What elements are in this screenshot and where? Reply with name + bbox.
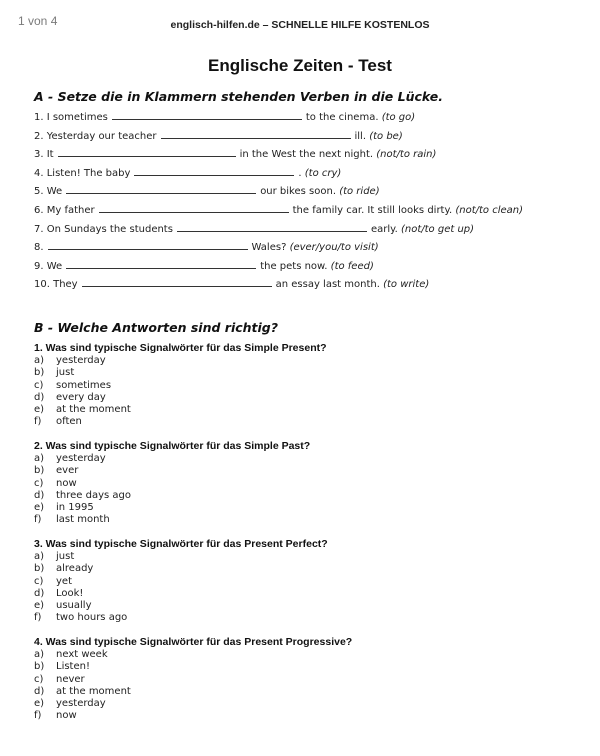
exercise-text-after: an essay last month.	[275, 279, 380, 291]
option-letter: a)	[34, 551, 45, 562]
option-letter: a)	[34, 355, 45, 366]
section-a-heading: A - Setze die in Klammern stehenden Verben in die Lücke.	[34, 89, 443, 104]
option-letter: f)	[34, 612, 42, 624]
exercise-line	[34, 166, 574, 185]
answer-option[interactable]	[34, 355, 574, 367]
option-text: yesterday	[56, 355, 106, 366]
option-letter: b)	[34, 563, 45, 575]
option-text: usually	[56, 600, 92, 612]
question-text: 3. Was sind typische Signalwörter für das Present Perfect?	[34, 538, 328, 550]
option-text: last month	[56, 514, 110, 526]
verb-hint: (not/to get up)	[400, 223, 475, 235]
exercise-line	[34, 259, 574, 278]
verb-hint: (not/to rain)	[376, 149, 437, 161]
answer-option[interactable]	[34, 416, 574, 428]
verb-hint: (to be)	[369, 130, 403, 142]
answer-blank[interactable]	[161, 129, 351, 139]
verb-hint: (ever/you/to visit)	[289, 242, 379, 254]
answer-blank[interactable]	[134, 166, 294, 176]
answer-option[interactable]	[34, 404, 574, 416]
answer-option[interactable]	[34, 502, 574, 514]
exercise-text-before: 4. Listen! The baby	[34, 167, 131, 179]
answer-blank[interactable]	[112, 110, 302, 120]
answer-option[interactable]	[34, 453, 574, 465]
answer-blank[interactable]	[48, 240, 248, 250]
exercise-text-before: 9. We	[34, 260, 63, 272]
option-text: three days ago	[56, 489, 132, 501]
answer-option[interactable]	[34, 551, 574, 563]
option-letter: c)	[34, 575, 44, 587]
exercise-text-before: 1. I sometimes	[34, 112, 108, 123]
option-letter: c)	[34, 379, 44, 391]
option-text: next week	[56, 649, 108, 660]
exercise-line	[34, 129, 574, 148]
question-block	[34, 538, 574, 625]
exercise-line	[34, 184, 574, 203]
exercise-line	[34, 240, 574, 259]
verb-hint: (to ride)	[339, 186, 380, 198]
option-letter: c)	[34, 673, 44, 685]
exercise-text-before: 6. My father	[34, 204, 95, 216]
option-text: just	[56, 367, 75, 379]
exercise-text-after: .	[298, 167, 302, 179]
option-letter: f)	[34, 416, 42, 428]
exercise-text-after: the family car. It still looks dirty.	[292, 204, 453, 216]
section-b-heading: B - Welche Antworten sind richtig?	[34, 320, 279, 335]
answer-blank[interactable]	[66, 259, 256, 269]
section-a-exercises	[34, 110, 574, 296]
answer-option[interactable]	[34, 674, 574, 686]
exercise-text-before: 10. They	[34, 279, 78, 291]
option-text: two hours ago	[56, 612, 128, 624]
option-text: already	[56, 563, 94, 575]
answer-blank[interactable]	[82, 277, 272, 287]
page-header: englisch-hilfen.de – SCHNELLE HILFE KOSTENLOS	[170, 19, 430, 31]
option-text: at the moment	[56, 685, 131, 697]
option-text: yet	[56, 575, 72, 587]
option-letter: e)	[34, 502, 45, 514]
option-letter: d)	[34, 489, 45, 501]
answer-blank[interactable]	[66, 184, 256, 194]
verb-hint: (to write)	[383, 279, 430, 291]
answer-option[interactable]	[34, 367, 574, 379]
option-text: Look!	[56, 587, 84, 599]
answer-option[interactable]	[34, 514, 574, 526]
option-letter: e)	[34, 404, 45, 416]
exercise-text-after: in the West the next night.	[239, 149, 374, 161]
option-text: just	[56, 551, 75, 562]
answer-option[interactable]	[34, 563, 574, 575]
exercise-text-after: early.	[370, 223, 398, 235]
document-title: Englische Zeiten - Test	[208, 56, 392, 75]
exercise-line	[34, 277, 574, 296]
answer-option[interactable]	[34, 686, 574, 698]
exercise-line	[34, 203, 574, 222]
exercise-text-after: Wales?	[251, 242, 287, 254]
option-text: sometimes	[56, 379, 112, 391]
exercise-line	[34, 110, 574, 129]
option-text: now	[56, 477, 77, 489]
option-text: now	[56, 710, 77, 722]
answer-blank[interactable]	[58, 147, 236, 157]
answer-option[interactable]	[34, 661, 574, 673]
option-letter: f)	[34, 514, 42, 526]
answer-option[interactable]	[34, 380, 574, 392]
exercise-text-before: 7. On Sundays the students	[34, 223, 173, 235]
question-block	[34, 636, 574, 723]
question-text: 1. Was sind typische Signalwörter für das Simple Present?	[34, 342, 327, 354]
answer-option[interactable]	[34, 576, 574, 588]
answer-option[interactable]	[34, 392, 574, 404]
exercise-text-before: 8.	[34, 242, 44, 254]
question-text: 4. Was sind typische Signalwörter für das Present Progressive?	[34, 636, 353, 648]
answer-blank[interactable]	[177, 222, 367, 232]
exercise-line	[34, 222, 574, 241]
exercise-text-after: our bikes soon.	[260, 186, 336, 198]
exercise-text-before: 3. It	[34, 149, 54, 161]
option-letter: b)	[34, 661, 45, 673]
verb-hint: (not/to clean)	[455, 204, 524, 216]
question-text: 2. Was sind typische Signalwörter für das Simple Past?	[34, 440, 311, 452]
answer-option[interactable]	[34, 588, 574, 600]
option-letter: d)	[34, 587, 45, 599]
question-block	[34, 440, 574, 527]
exercise-text-before: 2. Yesterday our teacher	[34, 130, 157, 142]
answer-option[interactable]	[34, 465, 574, 477]
exercise-text-after: the pets now.	[260, 260, 328, 272]
exercise-text-after: ill.	[354, 130, 367, 142]
answer-option[interactable]	[34, 478, 574, 490]
option-text: ever	[56, 465, 79, 477]
option-letter: e)	[34, 600, 45, 612]
option-letter: b)	[34, 465, 45, 477]
option-text: yesterday	[56, 453, 106, 464]
option-text: every day	[56, 391, 106, 403]
exercise-line	[34, 147, 574, 166]
option-letter: a)	[34, 453, 45, 464]
answer-option[interactable]	[34, 710, 574, 722]
answer-option[interactable]	[34, 649, 574, 661]
page-counter: 1 von 4	[18, 14, 58, 28]
answer-option[interactable]	[34, 698, 574, 710]
option-text: yesterday	[56, 698, 106, 710]
option-text: Listen!	[56, 661, 90, 673]
option-text: at the moment	[56, 404, 131, 416]
verb-hint: (to feed)	[330, 260, 374, 272]
option-letter: a)	[34, 649, 45, 660]
option-letter: b)	[34, 367, 45, 379]
option-letter: f)	[34, 710, 42, 722]
option-letter: d)	[34, 685, 45, 697]
exercise-text-after: to the cinema.	[305, 112, 379, 123]
option-letter: e)	[34, 698, 45, 710]
answer-blank[interactable]	[99, 203, 289, 213]
answer-option[interactable]	[34, 600, 574, 612]
option-text: never	[56, 673, 85, 685]
answer-option[interactable]	[34, 490, 574, 502]
option-text: often	[56, 416, 82, 428]
verb-hint: (to cry)	[304, 167, 342, 179]
exercise-text-before: 5. We	[34, 186, 63, 198]
answer-option[interactable]	[34, 612, 574, 624]
option-letter: d)	[34, 391, 45, 403]
question-block	[34, 342, 574, 429]
option-letter: c)	[34, 477, 44, 489]
option-text: in 1995	[56, 502, 94, 514]
verb-hint: (to go)	[381, 112, 416, 123]
